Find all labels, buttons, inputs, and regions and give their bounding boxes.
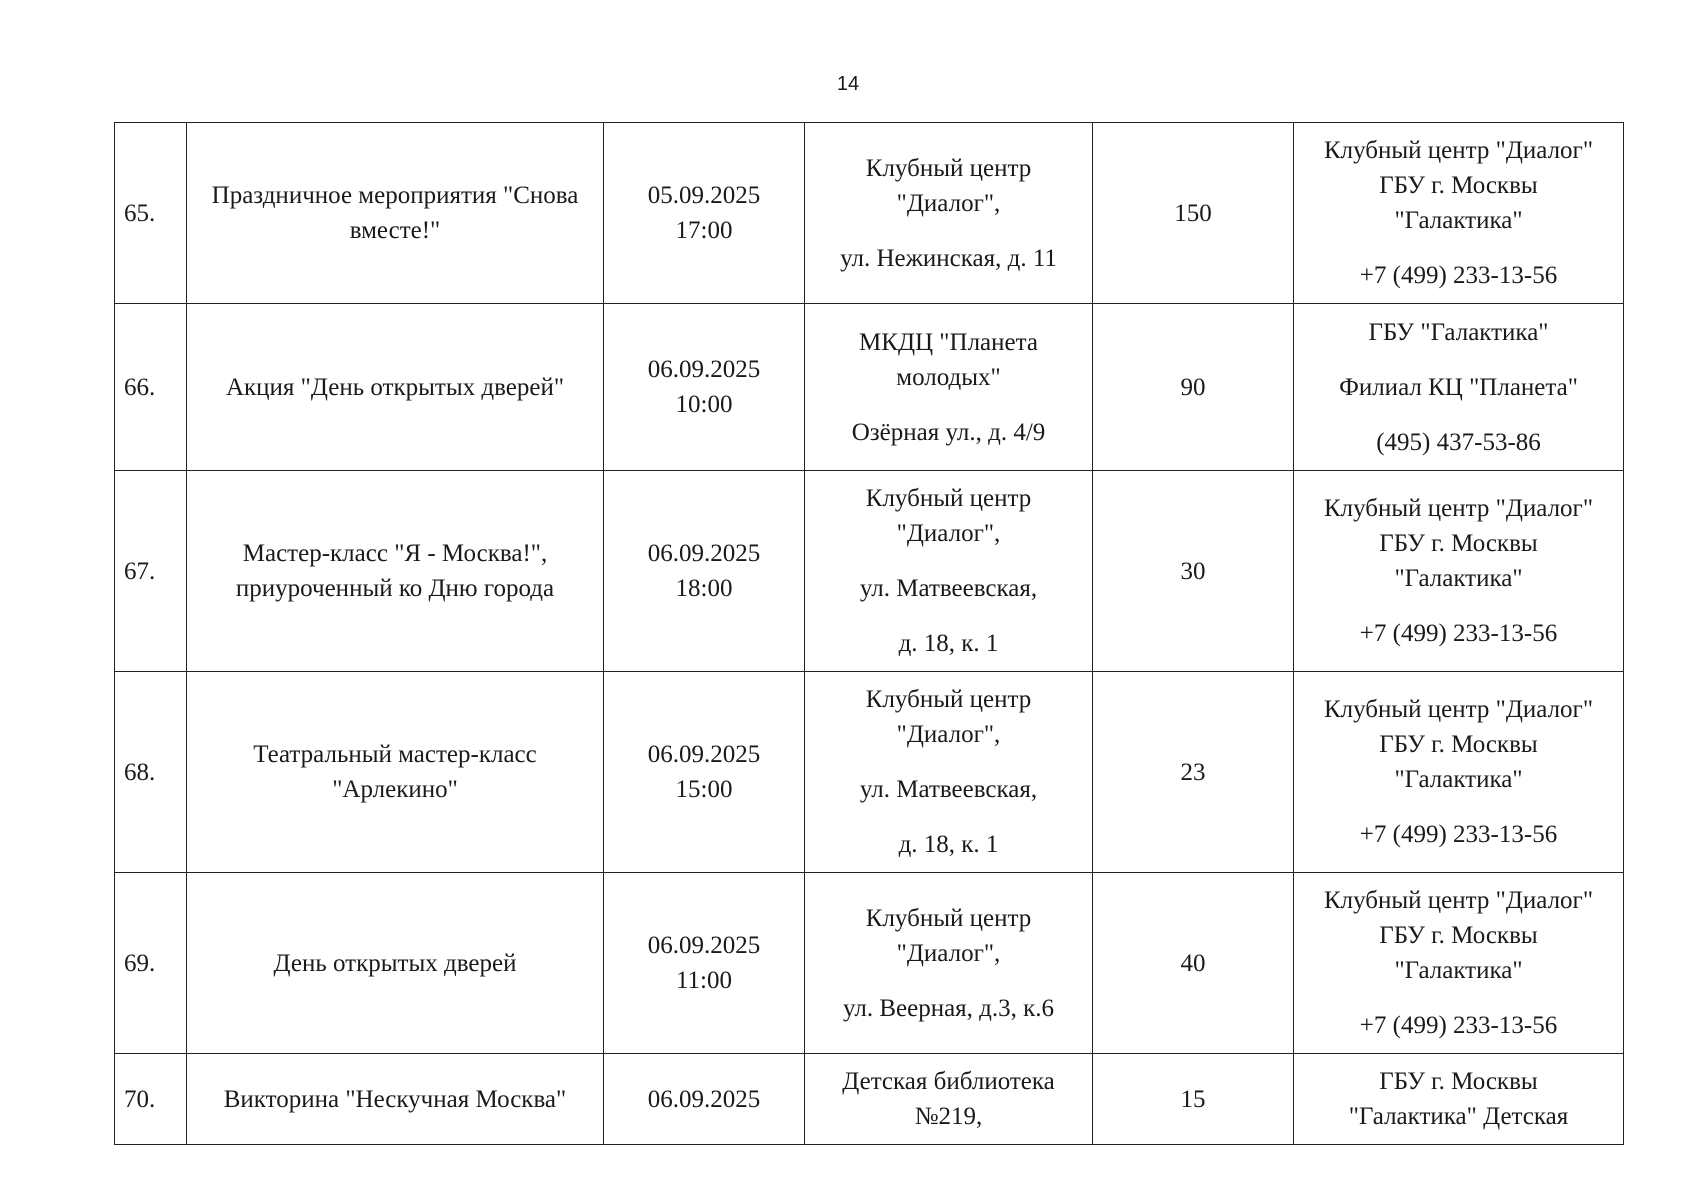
organizer-line: "Галактика" — [1394, 565, 1523, 592]
event-time: 10:00 — [675, 391, 733, 418]
organizer-phone: (495) 437-53-86 — [1376, 428, 1541, 456]
organizer-line: ГБУ "Галактика" — [1368, 318, 1549, 346]
participant-count: 15 — [1093, 1054, 1294, 1145]
organizer-line: ГБУ г. Москвы — [1379, 172, 1538, 199]
venue-line: "Диалог", — [896, 520, 1001, 547]
organizer-line: ГБУ г. Москвы — [1379, 530, 1538, 557]
organizer-line: Клубный центр "Диалог" — [1323, 696, 1594, 723]
event-venue — [805, 1054, 1093, 1145]
event-datetime — [604, 304, 805, 471]
organizer-line: "Галактика" — [1394, 957, 1523, 984]
events-table — [114, 122, 1624, 1145]
event-datetime — [604, 1054, 805, 1145]
event-date: 06.09.2025 — [647, 932, 761, 959]
event-name — [187, 1054, 604, 1145]
participant-count: 150 — [1093, 123, 1294, 304]
participant-count: 40 — [1093, 873, 1294, 1054]
venue-line: Клубный центр — [865, 485, 1032, 512]
organizer-line: Клубный центр "Диалог" — [1323, 887, 1594, 914]
page-number: 14 — [836, 73, 860, 95]
venue-line: "Диалог", — [896, 939, 1001, 967]
organizer-line: ГБУ г. Москвы — [1379, 1068, 1538, 1095]
venue-address: д. 18, к. 1 — [898, 630, 999, 657]
organizer — [1294, 304, 1624, 471]
venue-line: №219, — [914, 1103, 983, 1130]
event-datetime — [604, 672, 805, 873]
row-number: 68. — [115, 672, 187, 873]
venue-line: Клубный центр — [865, 154, 1032, 182]
table-row — [115, 1054, 1624, 1145]
event-name-line: Мастер-класс "Я - Москва!", — [242, 540, 548, 567]
venue-address: ул. Веерная, д.3, к.6 — [842, 994, 1055, 1022]
organizer-line: Клубный центр "Диалог" — [1323, 137, 1594, 164]
table-row — [115, 471, 1624, 672]
organizer-line: ГБУ г. Москвы — [1379, 731, 1538, 758]
event-name — [187, 123, 604, 304]
organizer-line: "Галактика" — [1394, 207, 1523, 234]
venue-line: Клубный центр — [865, 686, 1032, 713]
row-number: 66. — [115, 304, 187, 471]
event-name-line: Праздничное мероприятия "Снова — [211, 182, 579, 209]
venue-line: МКДЦ "Планета — [859, 328, 1038, 356]
event-time: 18:00 — [675, 575, 733, 602]
event-name — [187, 471, 604, 672]
event-time: 15:00 — [675, 776, 733, 803]
venue-line: "Диалог", — [896, 189, 1001, 217]
venue-address: д. 18, к. 1 — [898, 831, 999, 858]
event-venue — [805, 304, 1093, 471]
event-date: 06.09.2025 — [647, 356, 761, 383]
event-name-line: Викторина "Нескучная Москва" — [223, 1085, 567, 1113]
venue-line: "Диалог", — [896, 721, 1001, 748]
event-time: 11:00 — [675, 967, 733, 994]
event-name-line: "Арлекино" — [332, 776, 458, 803]
organizer — [1294, 1054, 1624, 1145]
venue-address: ул. Матвеевская, — [859, 776, 1038, 803]
organizer — [1294, 123, 1624, 304]
organizer-phone: +7 (499) 233-13-56 — [1359, 821, 1558, 848]
event-venue — [805, 672, 1093, 873]
event-date: 06.09.2025 — [647, 540, 761, 567]
event-datetime — [604, 873, 805, 1054]
organizer — [1294, 873, 1624, 1054]
organizer — [1294, 471, 1624, 672]
row-number: 65. — [115, 123, 187, 304]
organizer-phone: +7 (499) 233-13-56 — [1359, 1012, 1558, 1039]
event-name-line: Акция "День открытых дверей" — [225, 373, 565, 401]
event-venue — [805, 873, 1093, 1054]
event-date: 06.09.2025 — [647, 1085, 761, 1113]
participant-count: 23 — [1093, 672, 1294, 873]
participant-count: 90 — [1093, 304, 1294, 471]
table-row — [115, 672, 1624, 873]
event-datetime — [604, 123, 805, 304]
organizer-phone: +7 (499) 233-13-56 — [1359, 620, 1558, 647]
venue-address: Озёрная ул., д. 4/9 — [851, 418, 1046, 446]
event-name-line: вместе!" — [349, 217, 441, 244]
event-name — [187, 304, 604, 471]
organizer-line: Клубный центр "Диалог" — [1323, 495, 1594, 522]
venue-address: ул. Матвеевская, — [859, 575, 1038, 602]
event-name-line: Театральный мастер-класс — [253, 741, 537, 768]
venue-address: ул. Нежинская, д. 11 — [840, 244, 1057, 272]
table-row — [115, 304, 1624, 471]
organizer — [1294, 672, 1624, 873]
venue-line: молодых" — [896, 363, 1001, 391]
venue-line: Детская библиотека — [842, 1068, 1055, 1095]
organizer-line: "Галактика" — [1394, 766, 1523, 793]
row-number: 67. — [115, 471, 187, 672]
event-name-line: приуроченный ко Дню города — [235, 575, 555, 602]
event-name — [187, 873, 604, 1054]
organizer-line: ГБУ г. Москвы — [1379, 922, 1538, 949]
row-number: 70. — [115, 1054, 187, 1145]
event-datetime — [604, 471, 805, 672]
event-date: 05.09.2025 — [647, 182, 761, 209]
table-row — [115, 123, 1624, 304]
event-name-line: День открытых дверей — [273, 949, 517, 977]
participant-count: 30 — [1093, 471, 1294, 672]
event-venue — [805, 471, 1093, 672]
organizer-line: Филиал КЦ "Планета" — [1339, 373, 1578, 401]
event-name — [187, 672, 604, 873]
table-row — [115, 873, 1624, 1054]
event-time: 17:00 — [675, 217, 733, 244]
event-date: 06.09.2025 — [647, 741, 761, 768]
row-number: 69. — [115, 873, 187, 1054]
organizer-line: "Галактика" Детская — [1348, 1103, 1569, 1130]
event-venue — [805, 123, 1093, 304]
organizer-phone: +7 (499) 233-13-56 — [1359, 262, 1558, 289]
venue-line: Клубный центр — [865, 904, 1032, 932]
